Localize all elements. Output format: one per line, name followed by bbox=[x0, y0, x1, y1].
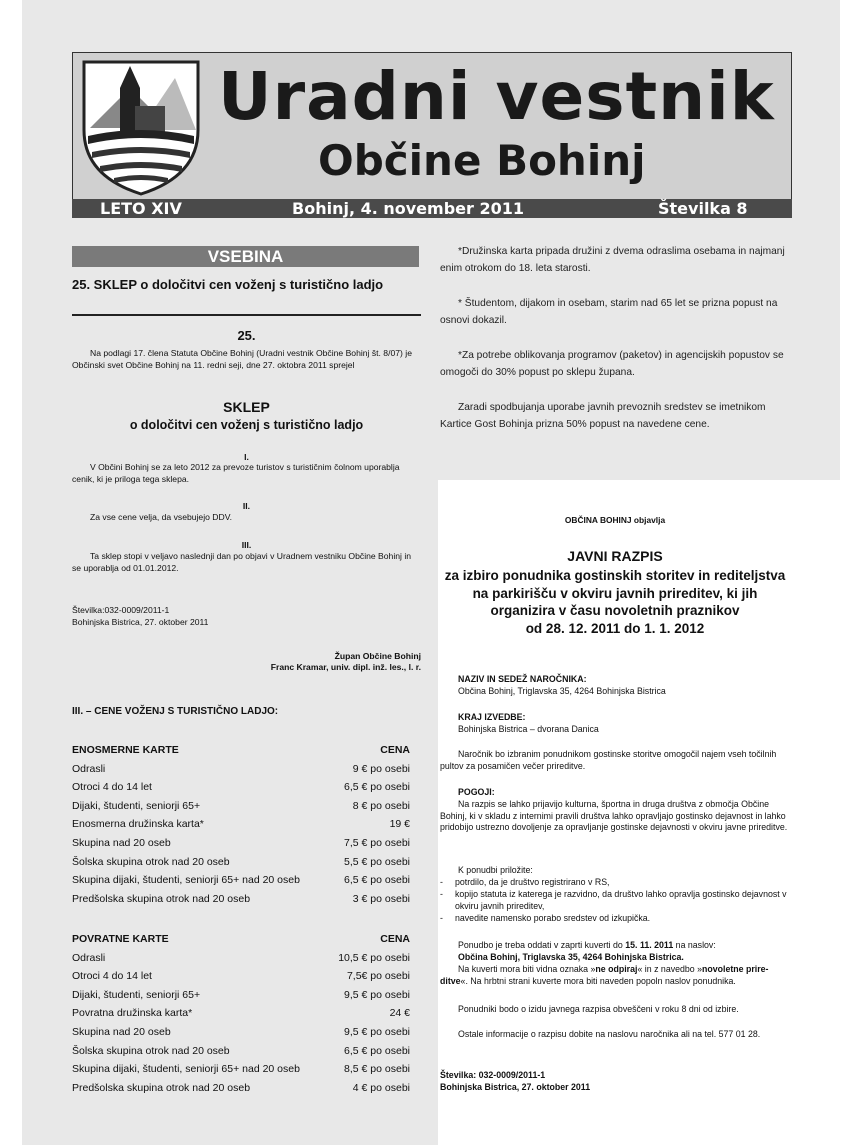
table-header-price: CENA bbox=[380, 744, 410, 756]
row-name: Dijaki, študenti, seniorji 65+ bbox=[72, 799, 201, 812]
coat-of-arms-logo bbox=[80, 58, 202, 196]
note-agencies: *Za potrebe oblikovanja programov (paketov) in agencijskih popustov se omogoči do 30% popust po sklepu župana. bbox=[440, 350, 784, 378]
table-row bbox=[72, 871, 410, 890]
section-3-text: Ta sklep stopi v veljavo naslednji dan po objavi v Uradnem vestniku Občine Bohinj in se uporablja od 01.01.2012. bbox=[72, 551, 412, 573]
tender-subtitle-line-2: na parkirišču v okviru javnih prireditev, ki jih bbox=[472, 586, 758, 601]
table-row bbox=[72, 1060, 410, 1079]
row-name: Otroci 4 do 14 let bbox=[72, 781, 152, 794]
tender-publisher: OBČINA BOHINJ objavlja bbox=[564, 515, 666, 525]
deadline-date: 15. 11. 2011 bbox=[625, 940, 674, 950]
signer-name: Franc Kramar, univ. dipl. inž. les., l. r. bbox=[270, 662, 421, 672]
row-name: Skupina dijaki, študenti, seniorji 65+ nad 20 oseb bbox=[72, 1063, 300, 1076]
row-price: 8,5 € po osebi bbox=[344, 1063, 410, 1076]
table-header-price: CENA bbox=[380, 933, 410, 945]
row-name: Predšolska skupina otrok nad 20 oseb bbox=[72, 1081, 251, 1094]
row-price: 3 € po osebi bbox=[352, 892, 410, 905]
masthead-title: Uradni vestnik bbox=[218, 58, 775, 135]
row-price: 9,5 € po osebi bbox=[344, 1025, 410, 1038]
act-reference-number: Številka:032-0009/2011-1 bbox=[72, 605, 170, 615]
table-header bbox=[72, 930, 410, 949]
table-row bbox=[72, 834, 410, 853]
row-price: 19 € bbox=[389, 818, 410, 831]
table-row bbox=[72, 1042, 410, 1061]
row-name: Šolska skupina otrok nad 20 oseb bbox=[72, 1044, 230, 1057]
row-price: 24 € bbox=[389, 1007, 410, 1020]
tender-subtitle-line-4: od 28. 12. 2011 do 1. 1. 2012 bbox=[525, 621, 705, 636]
table-row bbox=[72, 986, 410, 1005]
conditions-text: Na razpis se lahko prijavijo kulturna, športna in druga društva z območja Občine Bohinj, ki v skladu z internimi pravili društva lahko opravljajo gostinsko dejavnost in lahko pridobijo ustrezno dovoljenje za opravljanje gostinske dejavnosti v okviru javne prireditve. bbox=[440, 799, 788, 832]
table-row bbox=[72, 1023, 410, 1042]
section-2-text: Za vse cene velja, da vsebujejo DDV. bbox=[90, 512, 233, 522]
row-name: Predšolska skupina otrok nad 20 oseb bbox=[72, 892, 251, 905]
act-reference-date: Bohinjska Bistrica, 27. oktober 2011 bbox=[72, 617, 209, 627]
act-intro: Na podlagi 17. člena Statuta Občine Bohinj (Uradni vestnik Občine Bohinj št. 8/07) je Občinski svet Občine Bohinj na 11. redni seji, dne 27. oktobra 2011 sprejel bbox=[72, 348, 412, 370]
table-row bbox=[72, 949, 410, 968]
table-row bbox=[72, 797, 410, 816]
client-label: NAZIV IN SEDEŽ NAROČNIKA: bbox=[458, 674, 587, 684]
table-row bbox=[72, 967, 410, 986]
submission-address: Občina Bohinj, Triglavska 35, 4264 Bohinjska Bistrica. bbox=[458, 952, 684, 962]
table-row bbox=[72, 778, 410, 797]
lease-text: Naročnik bo izbranim ponudnikom gostinske storitve omogočil najem vseh točilnih pultov za posamičen večer prireditve. bbox=[440, 749, 777, 771]
tender-title: JAVNI RAZPIS bbox=[567, 548, 663, 564]
signer-title: Župan Občine Bohinj bbox=[334, 651, 421, 661]
row-price: 7,5€ po osebi bbox=[346, 970, 410, 983]
issue-date: Bohinj, 4. november 2011 bbox=[292, 199, 524, 218]
client-value: Občina Bohinj, Triglavska 35, 4264 Bohinjska Bistrica bbox=[458, 686, 666, 696]
row-name: Odrasli bbox=[72, 762, 106, 775]
row-price: 6,5 € po osebi bbox=[344, 781, 410, 794]
note-family-card: *Družinska karta pripada družini z dvema odraslima osebama in najmanj enim otrokom do 18. leta starosti. bbox=[440, 246, 785, 274]
table-row bbox=[72, 760, 410, 779]
contact-info: Ostale informacije o razpisu dobite na naslovu naročnika ali na tel. 577 01 28. bbox=[458, 1029, 761, 1039]
conditions-label: POGOJI: bbox=[458, 787, 495, 797]
masthead-subtitle: Občine Bohinj bbox=[318, 136, 646, 185]
section-2-number: II. bbox=[242, 501, 251, 511]
section-1-text: V Občini Bohinj se za leto 2012 za prevoze turistov s turističnim čolnom uporablja cenik, ki je priloga tega sklepa. bbox=[72, 462, 400, 484]
tender-reference-number: Številka: 032-0009/2011-1 bbox=[440, 1070, 546, 1080]
masthead-info-bar bbox=[72, 199, 792, 218]
issue-year: LETO XIV bbox=[100, 199, 182, 218]
table-header-label: POVRATNE KARTE bbox=[72, 933, 169, 945]
row-price: 8 € po osebi bbox=[352, 799, 410, 812]
table-row bbox=[72, 853, 410, 872]
table-header bbox=[72, 741, 410, 760]
attachments-label: K ponudbi priložite: bbox=[458, 865, 533, 875]
envelope-instructions: Na kuverti mora biti vidna oznaka »ne odpiraj« in z navedbo »novoletne prire-ditve«. Na hrbtni strani kuverte mora biti naveden popoln naslov ponudnika. bbox=[440, 964, 769, 986]
place-value: Bohinjska Bistrica – dvorana Danica bbox=[458, 724, 599, 734]
row-price: 4 € po osebi bbox=[352, 1081, 410, 1094]
divider bbox=[72, 314, 421, 316]
issue-number: Številka 8 bbox=[658, 199, 748, 218]
table-row bbox=[72, 1079, 410, 1098]
note-students: * Študentom, dijakom in osebam, starim nad 65 let se prizna popust na osnovi dokazil. bbox=[440, 298, 778, 326]
deadline-text: Ponudbo je treba oddati v zaprti kuverti do 15. 11. 2011 na naslov: bbox=[458, 940, 716, 950]
place-label: KRAJ IZVEDBE: bbox=[458, 712, 526, 722]
tender-subtitle-line-3: organizira v času novoletnih praznikov bbox=[490, 603, 740, 618]
tender-subtitle-line-1: za izbiro ponudnika gostinskih storitev in rediteljstva bbox=[444, 568, 786, 583]
row-name: Skupina nad 20 oseb bbox=[72, 836, 171, 849]
notification-text: Ponudniki bodo o izidu javnega razpisa obveščeni v roku 8 dni od izbire. bbox=[458, 1004, 739, 1014]
row-name: Šolska skupina otrok nad 20 oseb bbox=[72, 855, 230, 868]
row-name: Otroci 4 do 14 let bbox=[72, 970, 152, 983]
row-name: Skupina dijaki, študenti, seniorji 65+ nad 20 oseb bbox=[72, 874, 300, 887]
row-name: Povratna družinska karta* bbox=[72, 1007, 193, 1020]
tender-reference-date: Bohinjska Bistrica, 27. oktober 2011 bbox=[440, 1082, 591, 1092]
row-name: Dijaki, študenti, seniorji 65+ bbox=[72, 988, 201, 1001]
row-price: 7,5 € po osebi bbox=[344, 836, 410, 849]
act-title: SKLEP bbox=[223, 399, 270, 415]
section-1-number: I. bbox=[244, 452, 249, 462]
price-list-heading: III. – CENE VOŽENJ S TURISTIČNO LADJO: bbox=[72, 706, 279, 717]
row-price: 6,5 € po osebi bbox=[344, 874, 410, 887]
one-way-price-table bbox=[72, 741, 410, 908]
row-name: Skupina nad 20 oseb bbox=[72, 1025, 171, 1038]
table-row bbox=[72, 815, 410, 834]
table-header-label: ENOSMERNE KARTE bbox=[72, 744, 179, 756]
table-row bbox=[72, 890, 410, 909]
row-name: Odrasli bbox=[72, 951, 106, 964]
contents-heading: VSEBINA bbox=[72, 246, 419, 267]
return-price-table bbox=[72, 930, 410, 1097]
row-price: 6,5 € po osebi bbox=[344, 1044, 410, 1057]
section-3-number: III. bbox=[241, 540, 252, 550]
contents-item: 25. SKLEP o določitvi cen voženj s turistično ladjo bbox=[72, 277, 384, 292]
row-price: 9,5 € po osebi bbox=[344, 988, 410, 1001]
act-subtitle: o določitvi cen voženj s turistično ladjo bbox=[129, 418, 364, 432]
row-price: 9 € po osebi bbox=[352, 762, 410, 775]
row-price: 10,5 € po osebi bbox=[338, 951, 410, 964]
note-guest-card: Zaradi spodbujanja uporabe javnih prevoznih sredstev se imetnikom Kartice Gost Bohinja prizna 50% popust na navedene cene. bbox=[440, 402, 766, 430]
table-row bbox=[72, 1004, 410, 1023]
act-number: 25. bbox=[237, 328, 256, 343]
row-name: Enosmerna družinska karta* bbox=[72, 818, 204, 831]
row-price: 5,5 € po osebi bbox=[344, 855, 410, 868]
